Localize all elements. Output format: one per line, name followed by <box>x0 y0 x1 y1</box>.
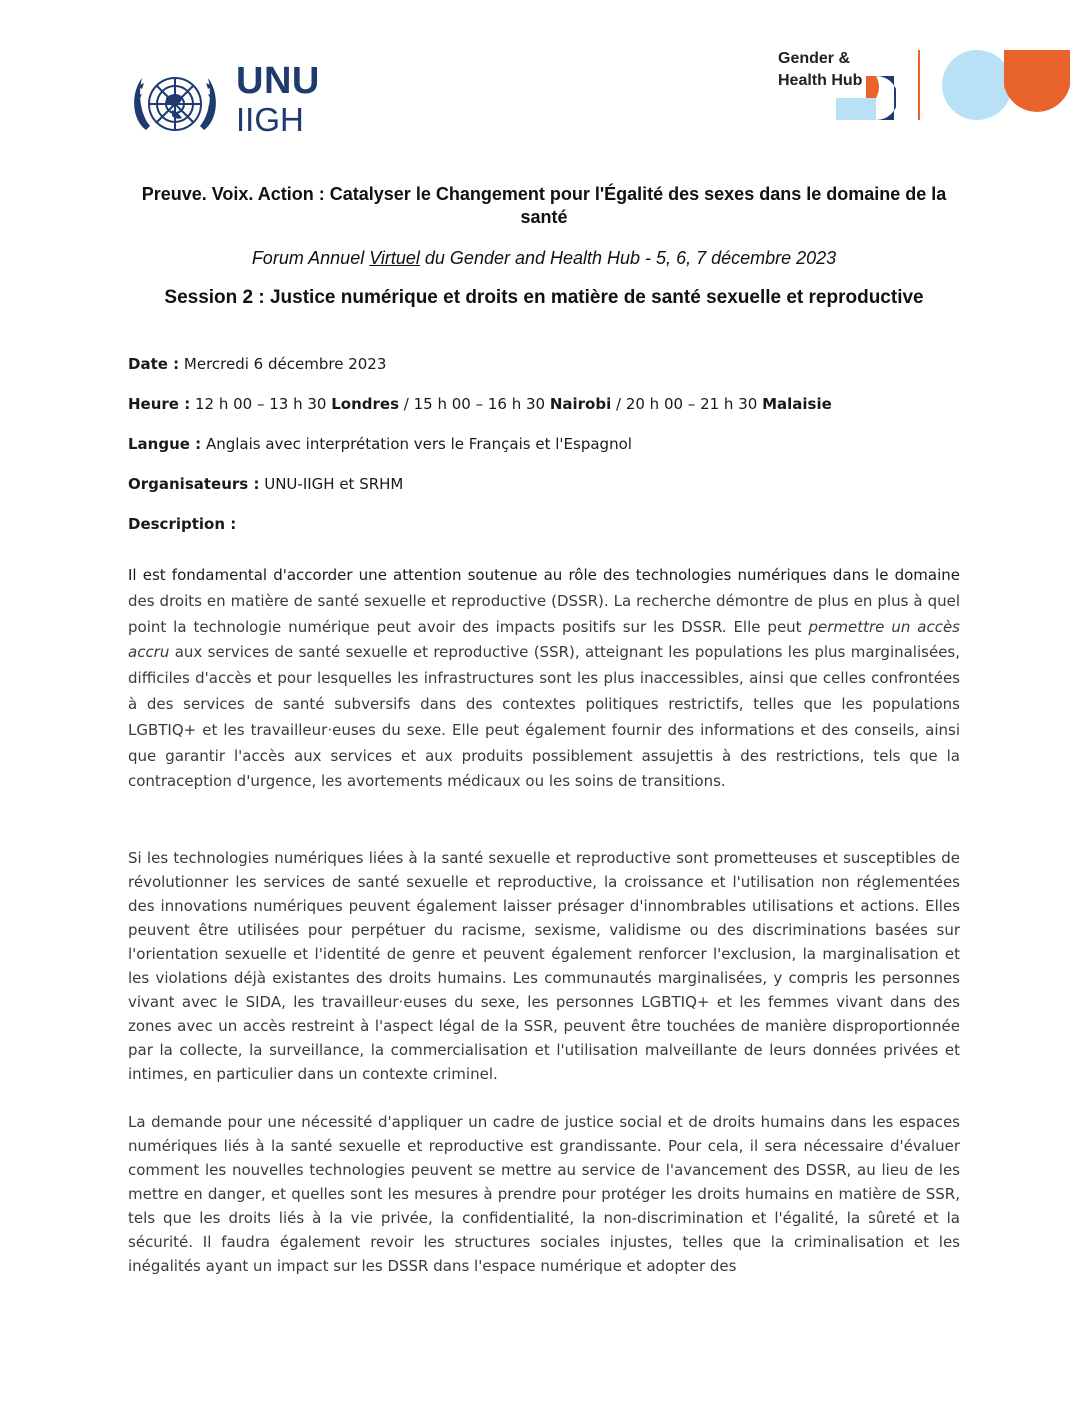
subtitle-after: du Gender and Health Hub - 5, 6, 7 décembre 2023 <box>419 248 837 268</box>
organizers-label: Organisateurs : <box>128 475 260 493</box>
time-nairobi: / 15 h 00 – 16 h 30 <box>399 395 550 413</box>
paragraph-1-body: des droits en matière de santé sexuelle et reproductive (DSSR). La recherche démontre de plus en plus à quel point la technologie numérique peut avoir des impacts positifs sur les DSSR. Elle peut <box>128 591 960 636</box>
hub-mark-icon <box>836 76 896 120</box>
paragraph-1-lead: Il est fondamental d'accorder une attention soutenue au rôle des technologies numériques dans le domaine <box>128 566 960 584</box>
paragraph-1-emphasis: permettre un accès accru <box>128 617 960 662</box>
description-label: Description : <box>128 515 237 533</box>
time-london: 12 h 00 – 13 h 30 <box>190 395 332 413</box>
unu-wordmark: UNU <box>236 60 320 102</box>
subtitle-before: Forum Annuel <box>251 248 370 268</box>
un-emblem-icon <box>128 64 222 144</box>
hub-circles-icon <box>942 50 1072 120</box>
unu-iigh-logo <box>128 62 328 144</box>
forum-subtitle <box>128 247 960 270</box>
language-label: Langue : <box>128 435 202 453</box>
date-label: Date : <box>128 355 180 373</box>
language-value: Anglais avec interprétation vers le Français et l'Espagnol <box>201 435 632 453</box>
language-line <box>128 434 960 454</box>
hub-name-line-2: Health Hub <box>778 72 863 89</box>
date-value: Mercredi 6 décembre 2023 <box>179 355 387 373</box>
city-london: Londres <box>331 395 399 413</box>
document-title: Preuve. Voix. Action : Catalyser le Changement pour l'Égalité des sexes dans le domaine de la santé <box>141 184 947 227</box>
session-title: Session 2 : Justice numérique et droits en matière de santé sexuelle et reproductive <box>164 287 924 308</box>
gender-health-hub-logo <box>776 48 1076 124</box>
iigh-wordmark: IIGH <box>236 101 304 138</box>
subtitle-underlined: Virtuel <box>369 248 420 268</box>
time-line <box>128 394 960 414</box>
city-malaysia: Malaisie <box>762 395 832 413</box>
description-heading <box>128 514 960 534</box>
organizers-line <box>128 474 960 494</box>
organizers-value: UNU-IIGH et SRHM <box>259 475 404 493</box>
hub-name-line-1: Gender & <box>778 50 851 67</box>
paragraph-3: La demande pour une nécessité d'appliquer un cadre de justice social et de droits humains dans les espaces numériques liés à la santé sexuelle et reproductive est grandissante. Pour cela, il sera nécessaire d'évaluer comment les nouvelles technologies peuvent se mettre au service de l'avancement des DSSR, au lieu de les mettre en danger, et quelles sont les mesures à prendre pour protéger les droits humains en matière de SSR, tels que les droits liés à la vie privée, la confidentialité, la non-discrimination et l'égalité, la sûreté et la sécurité. Il faudra également revoir les structures sociales injustes, telles que la criminalisation et les inégalités ayant un impact sur les DSSR dans l'espace numérique et adopter des <box>128 1113 960 1275</box>
paragraph-1 <box>128 563 960 795</box>
hub-divider <box>918 50 920 120</box>
paragraph-2: Si les technologies numériques liées à la santé sexuelle et reproductive sont prometteuses et susceptibles de révolutionner les services de santé sexuelle et reproductive, la croissance et l'utilisation non réglementées des innovations numériques peuvent également laisser présager d'innombrables utilisations et actions. Elles peuvent être utilisées pour perpétuer du racisme, sexisme, validisme ou des discriminations basées sur l'orientation sexuelle et l'identité de genre et peuvent également renforcer l'exclusion, la marginalisation et les violations déjà existantes des droits humains. Les communautés marginalisées, y compris les personnes vivant avec le SIDA, les travailleur·euses du sexe, les personnes LGBTIQ+ et les femmes vivant dans des zones avec un accès restreint à l'aspect légal de la SSR, peuvent être touchées de manière disproportionnée par la collecte, la surveillance, la commercialisation et l'utilisation malveillante de leurs données privées et intimes, en particulier dans un contexte criminel. <box>128 849 960 1083</box>
time-label: Heure : <box>128 395 191 413</box>
time-malaysia: / 20 h 00 – 21 h 30 <box>611 395 763 413</box>
paragraph-1-rest: aux services de santé sexuelle et reproductive (SSR), atteignant les populations les plus marginalisées, difficiles d'accès et pour lesquelles les infrastructures sont les plus inaccessibles, ainsi que celles confrontées à des services de santé subversifs dans des contextes politiques restrictifs, telles que les populations LGBTIQ+ et les travailleur·euses du sexe. Elle peut également fournir des informations et des conseils, ainsi que garantir l'accès aux services et aux produits possiblement assujettis à des restrictions, tels que la contraception d'urgence, les avortements médicaux ou les soins de transitions. <box>128 643 960 791</box>
date-line <box>128 354 960 374</box>
city-nairobi: Nairobi <box>549 395 612 413</box>
